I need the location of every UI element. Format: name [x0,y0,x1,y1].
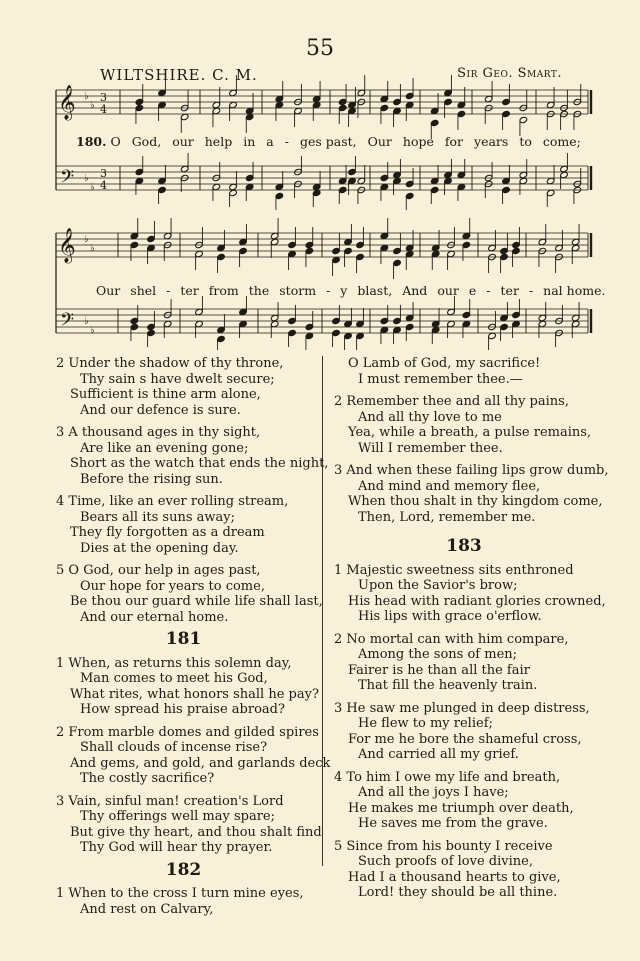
lyric-syllable: - [284,134,289,149]
lyric-syllable: blast, [357,283,393,298]
verse-line: Bears all its suns away; [80,509,235,525]
time-signature: 4 [100,179,107,192]
verse-line: Dies at the opening day. [80,540,239,556]
verse-line: 4 To him I owe my life and breath, [334,769,561,785]
verse-line: His head with radiant glories crowned, [348,593,606,609]
lyric-syllable: - [326,283,331,298]
column-divider [322,356,323,866]
verse-line: 2 From marble domes and gilded spires [56,724,319,740]
verse [56,563,323,625]
verse [334,632,594,694]
verse-line: His lips with grace o'erflow. [358,609,542,624]
verse-line: Yea, while a breath, a pulse remains, [348,425,592,440]
verse-line: The costly sacrifice? [80,771,215,786]
verse-line: 2 Remember thee and all thy pains, [334,394,569,409]
lyric-syllable: for [444,134,464,149]
verse-line: He saves me from the grave. [358,816,548,831]
verse-line: And mind and memory flee, [358,478,541,494]
flat-sign: ♭ [90,100,95,111]
verse [334,770,594,832]
verse-line: Then, Lord, remember me. [358,509,536,525]
time-signature: 4 [100,103,107,116]
bass-clef: 𝄢 [60,167,75,192]
lyric-syllable: God, [131,134,162,149]
time-signature: 3 [100,167,107,180]
bass-clef: 𝄢 [60,310,75,335]
verse-line: But give thy heart, and thou shalt find [70,824,322,840]
lyric-syllable: shel [130,283,157,298]
flat-sign: ♭ [84,91,89,102]
verse-line: Among the sons of men; [358,647,518,662]
verse [334,463,609,525]
lyric-syllable: O [110,134,121,149]
verse-line: Sufficient is thine arm alone, [70,387,261,402]
verse-line: Short as the watch that ends the night, [70,456,329,471]
verse-line: And our defence is sure. [80,402,241,418]
verse-line: Be thou our guard while life shall last, [70,594,323,609]
lyric-syllable: storm [279,283,317,298]
verse-line: He makes me triumph over death, [348,800,574,816]
verse-line: 2 Under the shadow of thy throne, [56,356,284,371]
lyric-syllable: hope [402,134,434,149]
lyric-syllable: Our [96,283,121,298]
verse [56,425,329,487]
hymn-183-number: 183 [446,536,482,556]
verse-line: Such proofs of love divine, [358,854,533,869]
tune-name: WILTSHIRE. C. M. [100,66,258,84]
verse-line: They fly forgotten as a dream [70,525,265,540]
verse-line: Thy sain s have dwelt secure; [80,371,275,387]
verse [56,793,322,856]
hymn-180-number: 180. [76,134,107,149]
verse-line: When thou shalt in thy kingdom come, [348,494,603,509]
verse-line: How spread his praise abroad? [80,702,285,717]
verse-line: 3 Vain, sinful man! creation's Lord [56,793,284,809]
verse-line: And carried all my grief. [358,747,519,762]
verse-line: Our hope for years to come, [80,578,265,594]
verse-line: Are like an evening gone; [80,440,249,456]
lyric-syllable: from [208,283,239,298]
verse-line: Fairer is he than all the fair [348,662,530,678]
lyric-syllable: our [437,283,459,298]
lyric-syllable: e [468,283,477,298]
verse-line: Shall clouds of incense rise? [80,740,268,755]
verse [56,356,311,418]
verse-line: 3 And when these failing lips grow dumb, [334,463,609,478]
composer: Sir Geo. Smart. [457,66,562,81]
verse-line: Will I remember thee. [358,440,503,456]
lyric-syllable: a [266,134,274,149]
verse-line: Before the rising sun. [80,471,223,487]
lyric-syllable: nal home. [543,283,606,298]
verse [334,701,594,763]
lyric-syllable: ter [500,283,519,298]
verse-line: What rites, what honors shall he pay? [70,686,319,702]
verse-line: 5 O God, our help in ages past, [56,563,261,578]
flat-sign: ♭ [84,316,89,327]
verse-line: And our eternal home. [80,609,229,625]
verse-line: 5 Since from his bounty I receive [334,838,553,854]
verse [56,494,311,556]
verse-line: Upon the Savior's brow; [358,578,518,593]
lyric-syllable: - [528,283,534,298]
verse [334,839,594,901]
verse [56,886,311,917]
lyric-syllable: in [243,134,256,149]
verse-line: I must remember thee.— [358,371,523,387]
lyric-syllable: come; [542,134,581,149]
music-lyrics-line-1 [76,134,592,149]
lyric-syllable: - [166,283,171,298]
verse-line: O Lamb of God, my sacrifice! [348,356,541,371]
verse-line: That fill the heavenly train. [358,678,538,693]
verse [334,394,594,456]
verse-line: And gems, and gold, and garlands deck [70,755,331,771]
lyric-syllable: help [204,134,233,149]
verse-line: 4 Time, like an ever rolling stream, [56,494,289,509]
flat-sign: ♭ [90,243,95,254]
flat-sign: ♭ [84,234,89,245]
verse-line: 1 Majestic sweetness sits enthroned [334,562,574,578]
verse-line: And all thy love to me [358,409,502,425]
right-column [334,356,609,908]
lyric-syllable: the [248,283,270,298]
verse-line: 1 When, as returns this solemn day, [56,655,292,671]
verse-line: 1 When to the cross I turn mine eyes, [56,886,304,901]
treble-clef: 𝄞 [58,228,76,263]
verse [334,356,594,387]
music-lyrics-line-2 [96,283,615,298]
verse-line: And rest on Calvary, [80,901,214,917]
verse-line: Man comes to meet his God, [80,671,268,686]
time-signature: 3 [100,91,107,104]
lyric-syllable: - [486,283,491,298]
flat-sign: ♭ [84,173,89,184]
verse-line: And all the joys I have; [358,785,509,800]
verse-line: Lord! they should be all thine. [358,885,558,900]
verse [56,655,319,718]
flat-sign: ♭ [90,325,95,336]
lyric-syllable: And [402,283,428,298]
hymn-181-number: 181 [165,629,202,649]
verse-line: 3 He saw me plunged in deep distress, [334,700,590,716]
treble-clef: 𝄞 [58,85,76,120]
lyric-syllable: years [474,134,509,149]
verse-line: 2 No mortal can with him compare, [334,631,569,647]
verse-line: He flew to my relief; [358,716,493,731]
verse [334,562,606,625]
lyric-syllable: y [340,283,348,298]
verse-line: Had I a thousand hearts to give, [348,869,561,885]
verse-line: Thy offerings well may spare; [80,809,275,824]
lyric-syllable: to [519,134,532,149]
lyric-syllable: our [172,134,194,149]
lyric-syllable: ges past, [299,134,357,149]
verse-line: Thy God will hear thy prayer. [80,840,273,855]
verse-line: 3 A thousand ages in thy sight, [56,425,261,440]
hymn-182-number: 182 [165,859,202,880]
lyric-syllable: Our [367,134,392,149]
left-column [56,356,331,924]
flat-sign: ♭ [90,182,95,193]
verse [56,724,331,787]
page-number: 55 [306,36,334,61]
verse-line: For me he bore the shameful cross, [348,731,582,747]
lyric-syllable: ter [180,283,199,298]
